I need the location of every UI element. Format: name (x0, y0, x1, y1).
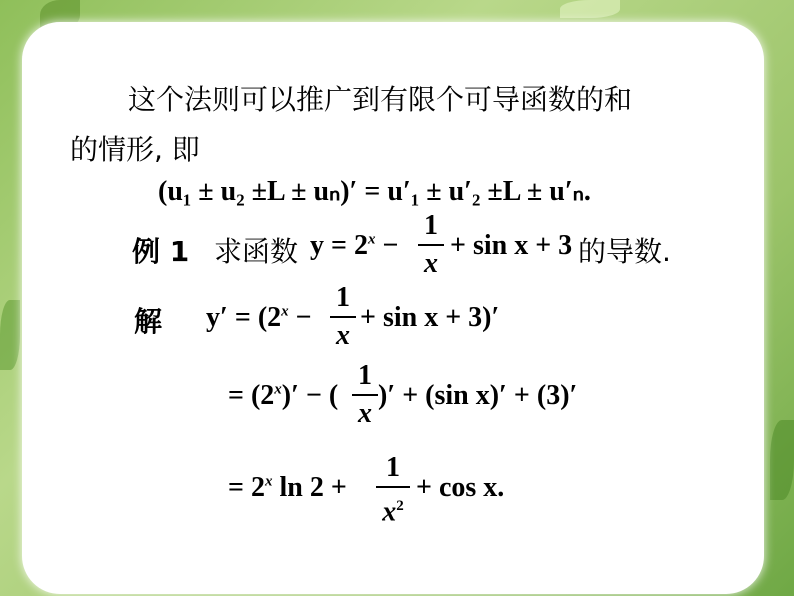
line-3-fraction (376, 452, 410, 528)
fraction-numerator: 1 (336, 282, 350, 313)
fraction-denominator: x (358, 398, 372, 429)
exponent-x: x (274, 381, 282, 398)
term-2x: = 2 (228, 472, 265, 503)
denominator-x: x (382, 496, 397, 528)
fraction-numerator: 1 (424, 210, 438, 241)
fraction-bar (330, 316, 356, 318)
example-expression-start (310, 230, 398, 262)
exponent-x: x (264, 473, 273, 490)
exponent-2: 2 (396, 498, 404, 514)
solution-line-2-start (228, 380, 338, 412)
example-y-2: y = 2 (310, 230, 368, 261)
exponent-x: x (281, 303, 289, 320)
term-2x-open: = (2 (228, 380, 275, 411)
fraction-denominator-x-squared (376, 490, 410, 528)
exponent-x: x (367, 231, 376, 248)
example-fraction (418, 210, 444, 280)
fraction-denominator: x (424, 248, 438, 279)
fraction-denominator: x (336, 320, 350, 351)
solution-line-2-end: )′ + (sin x)′ + (3)′ (378, 380, 578, 411)
background-leaf (560, 0, 620, 18)
example-expression-end: + sin x + 3 (450, 230, 573, 261)
background-leaf (0, 300, 20, 370)
fraction-bar (352, 394, 378, 396)
solution-line-1-end: + sin x + 3)′ (360, 302, 500, 333)
line-2-fraction (352, 360, 378, 430)
fraction-bar (376, 486, 410, 488)
minus-sign: − (295, 302, 312, 333)
fraction-numerator: 1 (358, 360, 372, 391)
background-leaf (770, 420, 794, 500)
sum-rule-formula: (u₁ ± u₂ ±L ± uₙ)′ = u′₁ ± u′₂ ±L ± u′ₙ. (158, 176, 591, 207)
solution-line-3-start (228, 472, 347, 504)
example-text: 求函数 (214, 235, 299, 268)
example-label: 例 1 (132, 235, 190, 268)
paragraph-line-2: 的情形, 即 (70, 133, 200, 166)
solution-line-3-end: + cos x. (416, 472, 505, 503)
derivative-lhs: y′ = (2 (206, 302, 282, 333)
term-2x-close: )′ − ( (281, 380, 339, 411)
example-suffix: 的导数. (578, 235, 671, 268)
solution-label: 解 (134, 305, 163, 338)
fraction-bar (418, 244, 444, 246)
line-1-fraction (330, 282, 356, 352)
paragraph-line-1: 这个法则可以推广到有限个可导函数的和 (128, 83, 633, 116)
term-ln2: ln 2 + (279, 472, 347, 503)
solution-line-1-start (206, 302, 312, 334)
minus-sign: − (382, 230, 399, 261)
fraction-numerator: 1 (386, 452, 400, 483)
